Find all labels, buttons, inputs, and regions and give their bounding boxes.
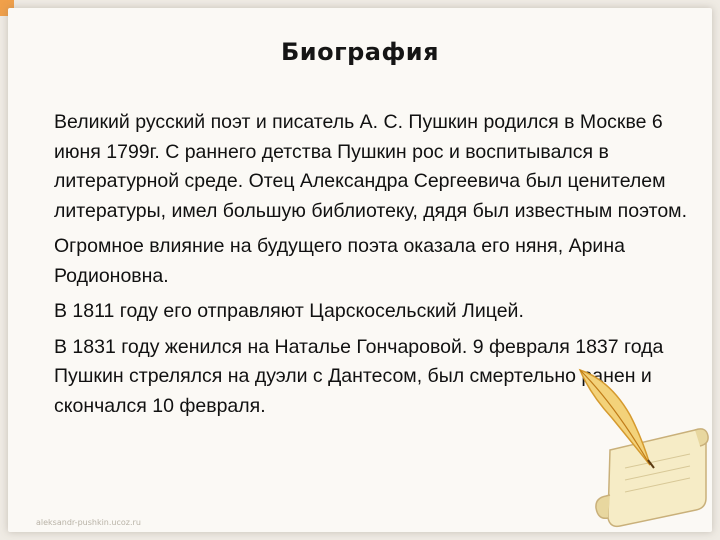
paragraph-lyceum: В 1811 году его отправляют Царскосельский Лицей. bbox=[54, 300, 524, 322]
paragraph-marriage-death: В 1831 году женился на Натальe Гончаровой. 9 февраля 1837 года Пушкин стрелялся на дуэли с Дантесом, был смертельно ранен и скончался 10 февраля. bbox=[54, 335, 664, 417]
quill-pen-icon bbox=[570, 360, 660, 470]
slide-title: Биография bbox=[280, 38, 440, 66]
paragraph-birth: Великий русский поэт и писатель А. С. Пушкин родился в Москве 6 июня 1799г. С раннего детства Пушкин рос и воспитывался в литературной среде. Отец Александра Сергеевича был ценителем литературы, имел большую библиотеку, дядя был известным поэтом. bbox=[54, 111, 687, 222]
watermark: aleksandr-pushkin.ucoz.ru bbox=[36, 518, 141, 527]
paragraph-nanny: Огромное влияние на будущего поэта оказала его няня, Арина Родионовна. bbox=[54, 235, 625, 287]
